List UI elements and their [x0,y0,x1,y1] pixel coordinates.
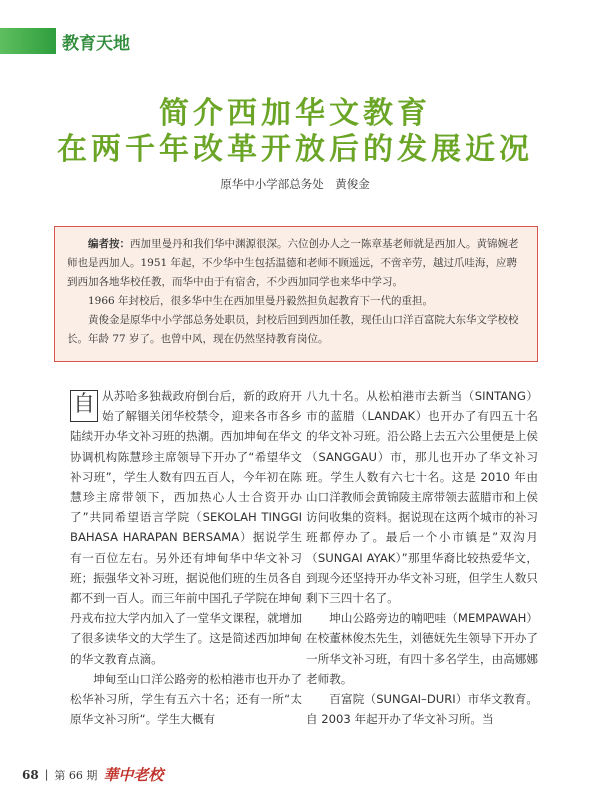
body-paragraph: 百富院（SUNGAI–DURI）市华文教育。自 2003 年起开办了华文补习所。当 [306,692,538,727]
body-column-left [70,386,302,729]
body-column-right [306,386,538,729]
section-title: 教育天地 [62,33,130,54]
body-paragraph: 八九十名。从松柏港市去新当（SINTANG）市的蓝腊（LANDAK）也开办了有四五十名的华文补习班。沿公路上去五六公里便是上侯（SANGGAU）市，那儿也开办了华文补习班。学生人数有六七十名。这是 2010 年由山口洋教师会黄锦陵主席带领去蓝腊市和上侯访问收集的资料。据说现在这两个城市的补习班都停办了。最后一个小市镇是”双沟月（SUNGAI AYAK）”那里华裔比较热爱华文，到现今还坚持开办华文补习班，但学生人数只剩下三四十名了。 [306,389,538,606]
page-footer [22,764,163,785]
footer-divider: | [44,768,49,781]
drop-cap: 自 [70,390,98,422]
body-paragraph: 坤山公路旁边的喃吧哇（MEMPAWAH）在校董林俊杰先生，刘德妩先生领导下开办了一所华文补习班，有四十多名学生，由高娜娜老师教。 [306,611,538,686]
editor-note-label: 编者按： [88,238,130,250]
page-number: 68 [22,767,39,782]
editor-note-p1: 西加里曼丹和我们华中渊源很深。六位创办人之一陈章基老师就是西加人。黄锦婉老师也是西加人。1951 年起，不少华中生包括温德和老师不顾遥远，不啻辛劳，越过爪哇海，应聘到西加各地华校任教，而华中由于有宿舍，不少西加同学也来华中学习。 [67,238,519,288]
byline: 原华中小学部总务处 黄俊金 [220,177,370,191]
article-title-line-2: 在两千年改革开放后的发展近况 [57,132,533,167]
editor-note-p2: 1966 年封校后，很多华中生在西加里曼丹毅然担负起教育下一代的重担。 [88,295,434,307]
editor-note-p3: 黄俊金是原华中小学部总务处职员，封校后回到西加任教，现任山口洋百富院大东华文学校校长。年龄 77 岁了。也曾中风，现在仍然坚持教育岗位。 [67,314,519,345]
body-paragraph: 从苏哈多独裁政府倒台后，新的政府开始了解锢关闭华校禁令，迎来各市各乡陆续开办华文补习班的热潮。西加坤甸在华文协调机构陈慧珍主席领导下开办了“希望华文补习班”，学生人数有四五百人，今年初在陈慧珍主席带领下，西加热心人士合资开办了”共同希望语言学院（SEKOLAH TINGGI BAHASA HARAPAN BERSAMA）据说学生有一百位左右。另外还有坤甸华中华文补习班；振强华文补习班，据说他们班的生员各自都不到一百人。而三年前中国孔子学院在坤甸丹戎布拉大学内加入了一堂华文课程，就增加了很多读华文的大学生了。这是简述西加坤甸的华文教育点滴。 [70,389,302,666]
issue-number: 第 66 期 [54,768,98,782]
editor-note-box [54,226,538,362]
magazine-logo: 華中老校 [103,766,164,784]
body-paragraph: 坤甸至山口洋公路旁的松柏港市也开办了松华补习所，学生有五六十名；还有一所“太原华文补习所“。学生大概有 [70,671,302,727]
section-tag-bar [0,28,56,54]
article-title-line-1: 简介西加华文教育 [159,96,431,131]
section-tag [0,28,130,54]
